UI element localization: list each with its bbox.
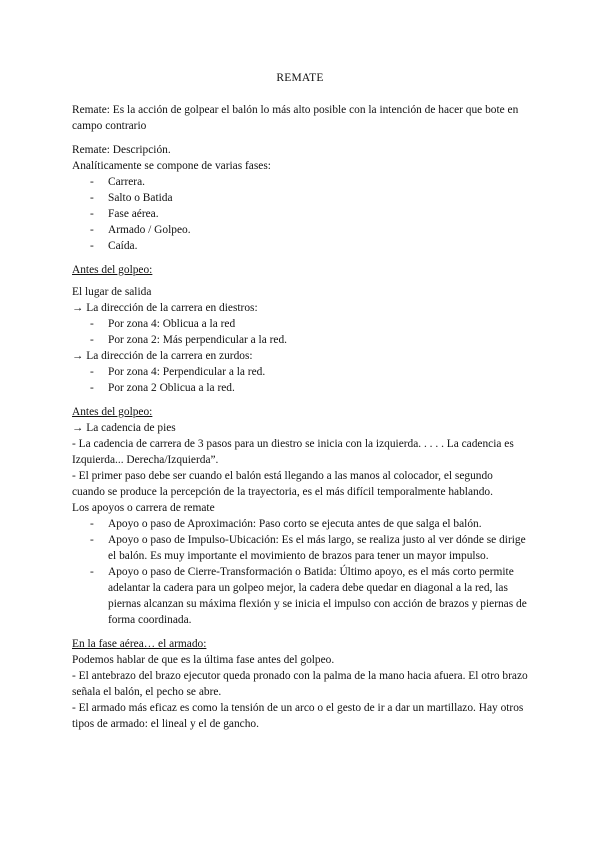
list-item: - Caída.: [72, 238, 528, 254]
description-heading: Remate: Descripción.: [72, 144, 171, 156]
aerial-paragraph: Podemos hablar de que es la última fase antes del golpeo.: [72, 654, 335, 666]
before-hit-section-1: [72, 262, 528, 396]
right-handed-direction: → La dirección de la carrera en diestros:: [72, 302, 258, 314]
document-page: [72, 70, 528, 732]
aerial-phase-section: [72, 636, 528, 732]
right-handed-list: [72, 316, 528, 348]
list-item: - Apoyo o paso de Impulso-Ubicación: Es el más largo, se realiza justo al ver dónde se dirige el balón. Es muy importante el movimiento de brazos para tener un mayor impulso.: [72, 532, 528, 564]
list-item: - Carrera.: [72, 174, 528, 190]
description-section: [72, 142, 528, 254]
phases-list: [72, 174, 528, 254]
supports-heading: Los apoyos o carrera de remate: [72, 502, 215, 514]
left-handed-list: [72, 364, 528, 396]
section-heading: En la fase aérea… el armado:: [72, 638, 207, 650]
list-item: - Por zona 2 Oblicua a la red.: [72, 380, 528, 396]
description-intro: Analíticamente se compone de varias fases:: [72, 160, 271, 172]
list-item: - Por zona 4: Perpendicular a la red.: [72, 364, 528, 380]
definition-paragraph: Remate: Es la acción de golpear el balón lo más alto posible con la intención de hacer que bote en campo contrario: [72, 104, 519, 132]
section-heading: Antes del golpeo:: [72, 406, 153, 418]
list-item: - Armado / Golpeo.: [72, 222, 528, 238]
left-handed-direction: → La dirección de la carrera en zurdos:: [72, 350, 253, 362]
list-item: - Apoyo o paso de Aproximación: Paso corto se ejecuta antes de que salga el balón.: [72, 516, 528, 532]
aerial-paragraph: - El antebrazo del brazo ejecutor queda pronado con la palma de la mano hacia afuera. El otro brazo señala el balón, el pecho se abre.: [72, 670, 528, 698]
first-step-paragraph: - El primer paso debe ser cuando el balón está llegando a las manos al colocador, el segundo cuando se produce la percepción de la trayectoria, es el más difícil temporalmente hablando.: [72, 470, 493, 498]
document-title: REMATE: [276, 72, 324, 84]
list-item: - Por zona 2: Más perpendicular a la red.: [72, 332, 528, 348]
start-place-text: El lugar de salida: [72, 286, 152, 298]
section-heading: Antes del golpeo:: [72, 264, 153, 276]
list-item: - Por zona 4: Oblicua a la red: [72, 316, 528, 332]
aerial-paragraph: - El armado más eficaz es como la tensión de un arco o el gesto de ir a dar un martillazo. Hay otros tipos de armado: el lineal y el de gancho.: [72, 702, 524, 730]
list-item: - Apoyo o paso de Cierre-Transformación o Batida: Último apoyo, es el más corto permite adelantar la cadera para un golpeo mejor, la cadera debe quedar en diagonal a la red, las piernas alcanzan su máxima flexión y se inicia el impulso con acción de brazos y piernas de forma coordinada.: [72, 564, 528, 628]
cadence-heading: → La cadencia de pies: [72, 422, 176, 434]
before-hit-section-2: [72, 404, 528, 628]
supports-list: [72, 516, 528, 628]
cadence-paragraph: - La cadencia de carrera de 3 pasos para un diestro se inicia con la izquierda. . . . . La cadencia es Izquierda... Derecha/Izquierda”.: [72, 438, 514, 466]
list-item: - Fase aérea.: [72, 206, 528, 222]
list-item: - Salto o Batida: [72, 190, 528, 206]
